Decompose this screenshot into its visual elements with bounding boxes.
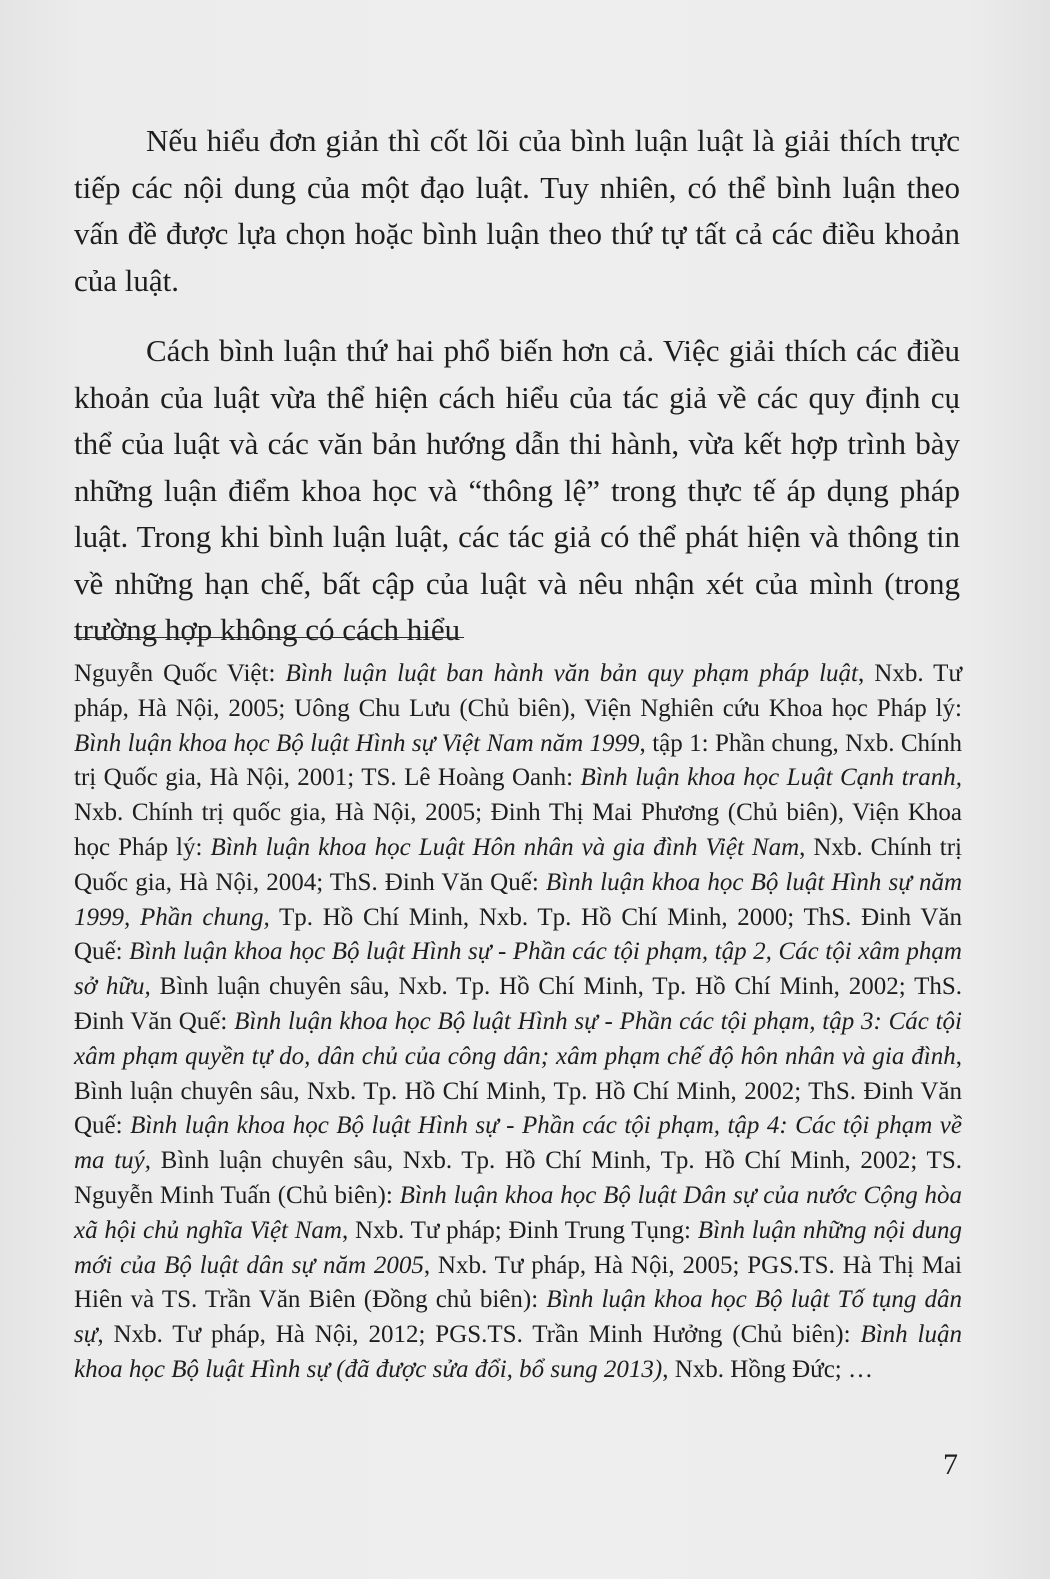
footnote-separator bbox=[74, 637, 464, 638]
page-number: 7 bbox=[943, 1448, 958, 1481]
footnote-segment: , Nxb. Tư pháp, Hà Nội, 2005; Uông Chu Lưu (Chủ biên), Viện Nghiên cứu Khoa học Pháp lý: bbox=[74, 660, 962, 722]
footnote-title: Bình luận khoa học Bộ luật Hình sự - Phần các tội phạm, tập 4: Các tội phạm về ma tuý, bbox=[74, 1112, 962, 1175]
footnote-segment: , Nxb. Hồng Đức; … bbox=[662, 1355, 873, 1383]
footnote-title: Bình luận khoa học Bộ luật Hình sự - Phần các tội phạm, tập 2, Các tội xâm phạm sở hữu, bbox=[74, 938, 962, 1001]
footnote-title: Bình luận khoa học Bộ luật Tố tụng dân sự bbox=[74, 1286, 962, 1349]
footnote-title: Bình luận khoa học Bộ luật Hình sự (đã được sửa đổi, bổ sung 2013) bbox=[74, 1321, 963, 1383]
footnote bbox=[74, 657, 962, 1388]
footnote-segment: Nxb. Chính trị quốc gia, Hà Nội, 2005; Đinh Thị Mai Phương (Chủ biên), Viện Khoa học Pháp lý: bbox=[74, 799, 962, 861]
footnote-text bbox=[74, 657, 962, 1388]
footnote-title: Bình luận khoa học Bộ luật Hình sự - Phần các tội phạm, tập 3: Các tội xâm phạm quyền tự do, dân chủ của công dân; xâm phạm chế độ hôn nhân và gia đình bbox=[74, 1007, 962, 1070]
main-text bbox=[74, 118, 960, 678]
footnote-segment: , tập 1: Phần chung, Nxb. Chính trị Quốc gia, Hà Nội, 2001; TS. Lê Hoàng Oanh: bbox=[74, 729, 962, 792]
footnote-title: Bình luận khoa học Luật Cạnh tranh, bbox=[580, 764, 962, 792]
footnote-title: Bình luận khoa học Bộ luật Hình sự Việt Nam năm 1999 bbox=[74, 729, 640, 757]
footnote-title: Bình luận khoa học Luật Hôn nhân và gia đình Việt Nam bbox=[210, 833, 800, 861]
footnote-segment: , Nxb. Tư pháp, Hà Nội, 2012; PGS.TS. Trần Minh Hưởng (Chủ biên): bbox=[97, 1321, 861, 1349]
footnote-title: Bình luận luật ban hành văn bản quy phạm pháp luật bbox=[285, 660, 858, 687]
footnote-segment: Nguyễn Quốc Việt: bbox=[74, 660, 286, 687]
footnote-segment: , Nxb. Chính trị Quốc gia, Hà Nội, 2004; ThS. Đinh Văn Quế: bbox=[74, 833, 962, 896]
footnote-segment: Tp. Hồ Chí Minh, Nxb. Tp. Hồ Chí Minh, 2000; ThS. Đinh Văn Quế: bbox=[74, 903, 962, 966]
footnote-segment: Bình luận chuyên sâu, Nxb. Tp. Hồ Chí Minh, Tp. Hồ Chí Minh, 2002; TS. Nguyễn Minh Tuấn (Chủ biên): bbox=[74, 1147, 962, 1209]
footnote-title: Bình luận những nội dung mới của Bộ luật dân sự năm 2005 bbox=[74, 1216, 963, 1279]
footnote-title: Bình luận khoa học Bộ luật Hình sự năm 1999, Phần chung, bbox=[74, 868, 963, 931]
footnote-title: Bình luận khoa học Bộ luật Dân sự của nước Cộng hòa xã hội chủ nghĩa Việt Nam bbox=[74, 1181, 962, 1244]
footnote-segment: , Bình luận chuyên sâu, Nxb. Tp. Hồ Chí Minh, Tp. Hồ Chí Minh, 2002; ThS. Đinh Văn Quế: bbox=[74, 1042, 962, 1140]
footnote-segment: , Nxb. Tư pháp; Đinh Trung Tụng: bbox=[341, 1216, 698, 1244]
footnote-segment: Bình luận chuyên sâu, Nxb. Tp. Hồ Chí Minh, Tp. Hồ Chí Minh, 2002; ThS. Đinh Văn Quế: bbox=[74, 973, 962, 1035]
footnote-segment: , Nxb. Tư pháp, Hà Nội, 2005; PGS.TS. Hà Thị Mai Hiên và TS. Trần Văn Biên (Đồng chủ biên): bbox=[74, 1251, 962, 1314]
paragraph-1: Nếu hiểu đơn giản thì cốt lõi của bình luận luật là giải thích trực tiếp các nội dung của một đạo luật. Tuy nhiên, có thể bình luận theo vấn đề được lựa chọn hoặc bình luận theo thứ tự tất cả các điều khoản của luật. bbox=[74, 123, 960, 298]
paragraph-2: Cách bình luận thứ hai phổ biến hơn cả. Việc giải thích các điều khoản của luật vừa thể hiện cách hiểu của tác giả về các quy định cụ thể của luật và các văn bản hướng dẫn thi hành, vừa kết hợp trình bày những luận điểm khoa học và “thông lệ” trong thực tế áp dụng pháp luật. Trong khi bình luận luật, các tác giả có thể phát hiện và thông tin về những hạn chế, bất cập của luật và nêu nhận xét của mình (trong trường hợp không có cách hiểu bbox=[74, 333, 960, 647]
